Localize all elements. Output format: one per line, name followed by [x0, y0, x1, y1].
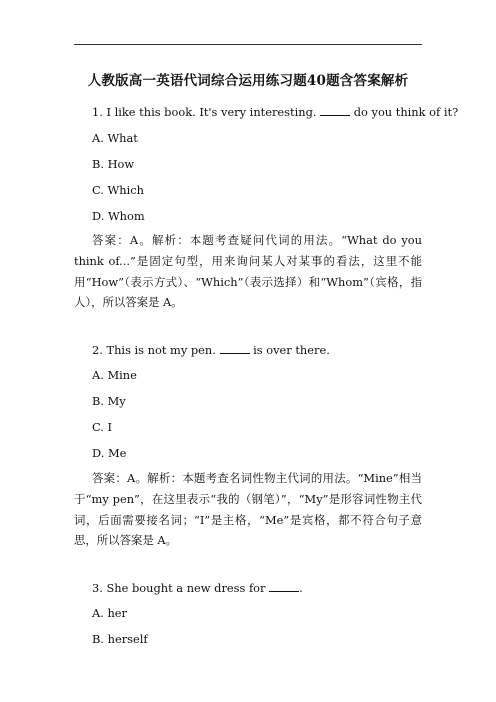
question-2-stem-pre: 2. This is not my pen.: [92, 343, 216, 357]
question-2-stem-post: is over there.: [253, 343, 330, 357]
header-rule: [74, 44, 422, 45]
question-2-answer-explanation: 答案：A。解析：本题考查名词性物主代词的用法。“Mine”相当于“my pen”，在这里表示“我的（钢笔）”，“My”是形容词性物主代词，后面需要接名词；“I”是主格，“Me”是宾格，都不符合句子意思，所以答案是 A。: [74, 471, 422, 548]
question-1-stem: [92, 104, 458, 119]
answer-blank: [320, 104, 350, 116]
question-2-option-a: A. Mine: [92, 368, 137, 382]
question-2-option-d: D. Me: [92, 446, 127, 460]
answer-blank: [269, 580, 299, 592]
question-3-option-b: B. herself: [92, 632, 148, 646]
question-2-option-c: C. I: [92, 420, 113, 434]
question-1-stem-post: do you think of it?: [353, 105, 459, 119]
question-1-option-c: C. Which: [92, 183, 144, 197]
question-1-option-b: B. How: [92, 157, 135, 171]
question-3-option-a: A. her: [92, 606, 127, 620]
question-1-answer-explanation: 答案：A。解析：本题考查疑问代词的用法。“What do you think of...”是固定句型，用来询问某人对某事的看法，这里不能用“How”（表示方式）、“Which”（表示选择）和“Whom”（宾格，指人），所以答案是 A。: [74, 233, 422, 310]
question-2-stem: [92, 342, 330, 357]
question-2-option-b: B. My: [92, 394, 126, 408]
question-3-stem-post: .: [299, 581, 303, 595]
answer-blank: [220, 342, 250, 354]
question-1-option-d: D. Whom: [92, 209, 145, 223]
question-3-stem-pre: 3. She bought a new dress for: [92, 581, 266, 595]
question-1-stem-pre: 1. I like this book. It's very interesting.: [92, 105, 317, 119]
document-title: 人教版高一英语代词综合运用练习题40题含答案解析: [87, 73, 409, 89]
question-3-stem: [92, 580, 303, 595]
question-1-option-a: A. What: [92, 131, 138, 145]
